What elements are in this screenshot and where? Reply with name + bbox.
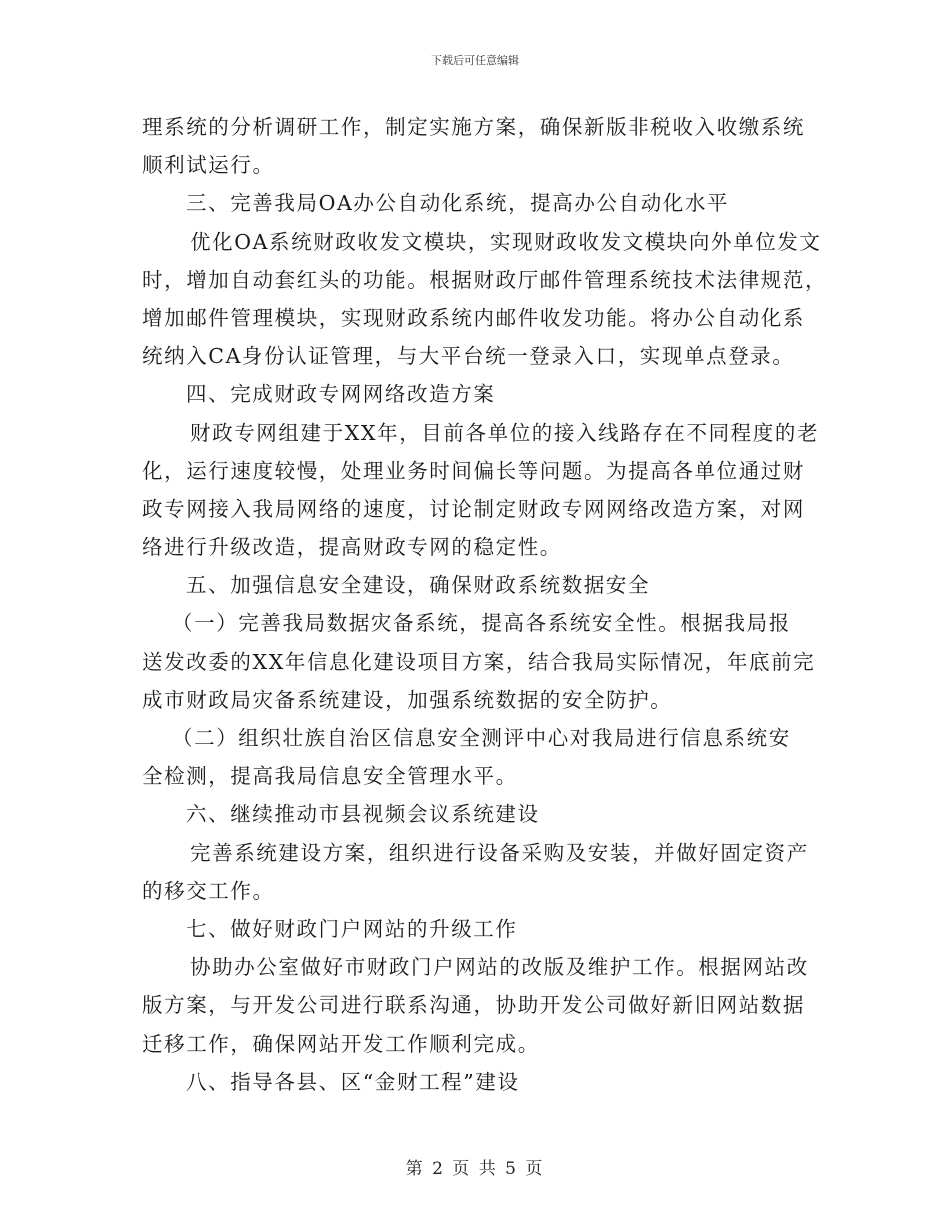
paragraph-line: 版方案，与开发公司进行联系沟通，协助开发公司做好新旧网站数据 — [142, 993, 805, 1018]
document-body — [142, 108, 828, 1101]
section-heading-line: 三、完善我局OA办公自动化系统，提高办公自动化水平 — [186, 191, 730, 216]
paragraph-line: 增加邮件管理模块，实现财政系统内邮件收发功能。将办公自动化系 — [142, 305, 805, 330]
paragraph-line: （一）完善我局数据灾备系统，提高各系统安全性。根据我局报 — [172, 611, 791, 636]
page-header-note: 下载后可任意编辑 — [431, 54, 519, 67]
paragraph-line: 财政专网组建于XX年，目前各单位的接入线路存在不同程度的老 — [190, 420, 820, 445]
page-number-footer: 第 2 页 共 5 页 — [405, 1159, 545, 1179]
paragraph-line: 完善系统建设方案，组织进行设备采购及安装，并做好固定资产 — [190, 840, 809, 865]
section-heading-line: 五、加强信息安全建设，确保财政系统数据安全 — [186, 573, 651, 598]
paragraph-line: 送发改委的XX年信息化建设项目方案，结合我局实际情况，年底前完 — [142, 649, 816, 674]
section-heading-line: 六、继续推动市县视频会议系统建设 — [186, 802, 540, 827]
paragraph-line: 化，运行速度较慢，处理业务时间偏长等问题。为提高各单位通过财 — [142, 458, 805, 483]
paragraph-line: 优化OA系统财政收发文模块，实现财政收发文模块向外单位发文 — [190, 229, 822, 254]
paragraph-line: 全检测，提高我局信息安全管理水平。 — [142, 764, 518, 789]
section-heading-line: 八、指导各县、区“金财工程”建设 — [186, 1069, 520, 1094]
paragraph-line: 成市财政局灾备系统建设，加强系统数据的安全防护。 — [142, 687, 673, 712]
section-heading-line: 四、完成财政专网网络改造方案 — [186, 382, 496, 407]
paragraph-line: 理系统的分析调研工作，制定实施方案，确保新版非税收入收缴系统 — [142, 115, 805, 139]
paragraph-line: 统纳入CA身份认证管理，与大平台统一登录入口，实现单点登录。 — [142, 344, 795, 369]
paragraph-line: 的移交工作。 — [142, 878, 275, 903]
paragraph-line: 时，增加自动套红头的功能。根据财政厅邮件管理系统技术法律规范， — [142, 267, 828, 292]
paragraph-line: 协助办公室做好市财政门户网站的改版及维护工作。根据网站改 — [190, 955, 809, 980]
paragraph-line: 迁移工作，确保网站开发工作顺利完成。 — [142, 1031, 540, 1056]
section-heading-line: 七、做好财政门户网站的升级工作 — [186, 916, 518, 941]
paragraph-line: （二）组织壮族自治区信息安全测评中心对我局进行信息系统安 — [172, 726, 791, 750]
paragraph-line: 络进行升级改造，提高财政专网的稳定性。 — [142, 535, 562, 560]
paragraph-line: 政专网接入我局网络的速度，讨论制定财政专网网络改造方案，对网 — [142, 496, 805, 521]
paragraph-line: 顺利试运行。 — [142, 153, 275, 178]
